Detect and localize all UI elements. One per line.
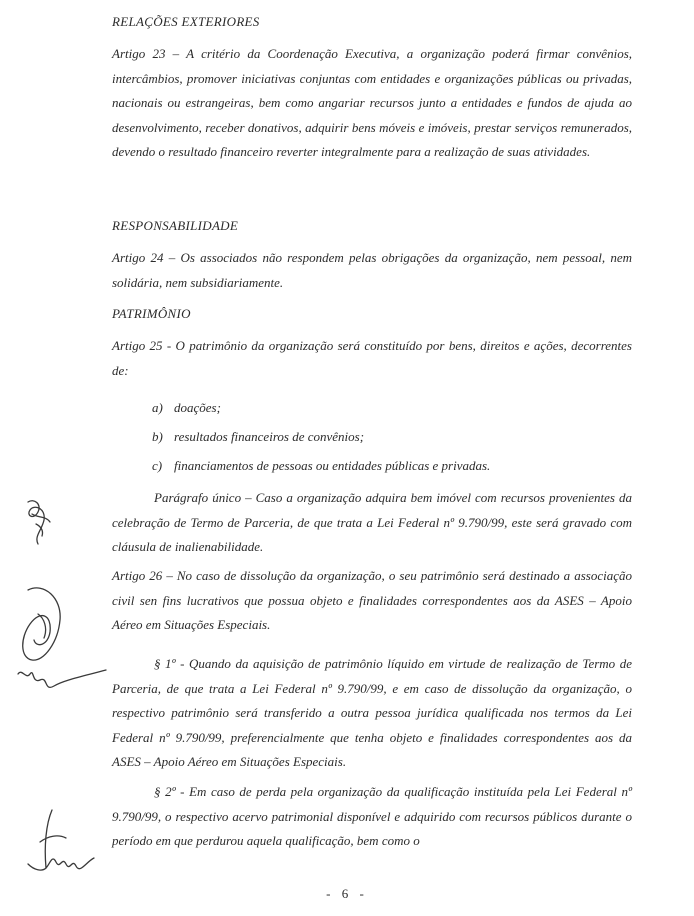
initials-signature-3 bbox=[22, 806, 98, 878]
artigo-26: Artigo 26 – No caso de dissolução da organização, o seu patrimônio será destinado a associação civil sen fins lucrativos que possua objeto e finalidades correspondentes aos da ASES – Apoio Aéreo em Situações Especiais. bbox=[112, 568, 632, 632]
paragrafo-2: § 2º - Em caso de perda pela organização da qualificação instituída pela Lei Federal nº 9.790/99, o respectivo acervo patrimonial disponível e adquirido com recursos públicos durante o período em que perdurou aquela qualificação, bem como o bbox=[112, 784, 632, 848]
list-item: b) resultados financeiros de convênios; bbox=[152, 429, 365, 444]
page-number: - 6 - bbox=[326, 886, 368, 901]
artigo-24: Artigo 24 – Os associados não respondem pelas obrigações da organização, nem pessoal, nem solidária, nem subsidiariamente. bbox=[112, 250, 632, 290]
section-heading-patrimonio: PATRIMÔNIO bbox=[112, 306, 191, 321]
list-item: c) financiamentos de pessoas ou entidades públicas e privadas. bbox=[152, 458, 491, 473]
paragrafo-1: § 1º - Quando da aquisição de patrimônio líquido em virtude de realização de Termo de Parceria, de que trata a Lei Federal nº 9.790/99, e em caso de dissolução da organização, o respectivo patrimônio será transferido a outra pessoa jurídica qualificada nos termos da Lei Federal nº 9.790/99, preferencialmente que tenha objeto e finalidades correspondentes aos da ASES – Apoio Aéreo em Situações Especiais. bbox=[112, 656, 632, 769]
section-heading-responsabilidade: RESPONSABILIDADE bbox=[112, 218, 239, 233]
initials-signature-1 bbox=[20, 496, 56, 548]
section-heading-relacoes-exteriores: RELAÇÕES EXTERIORES bbox=[112, 14, 260, 29]
list-item: a) doações; bbox=[152, 400, 221, 415]
artigo-25: Artigo 25 - O patrimônio da organização será constituído por bens, direitos e ações, decorrentes de: bbox=[112, 338, 632, 378]
paragrafo-unico: Parágrafo único – Caso a organização adquira bem imóvel com recursos provenientes da celebração de Termo de Parceria, de que trata a Lei Federal nº 9.790/99, este será gravado com cláusula de inalienabilidade. bbox=[112, 490, 632, 554]
initials-signature-2 bbox=[14, 584, 114, 704]
artigo-23: Artigo 23 – A critério da Coordenação Executiva, a organização poderá firmar convênios, intercâmbios, promover iniciativas conjuntas com entidades e organizações públicas ou privadas, nacionais ou estrangeiras, bem como angariar recursos junto a entidades e fundos de ajuda ao desenvolvimento, receber donativos, adquirir bens móveis e imóveis, prestar serviços remunerados, devendo o resultado financeiro reverter integralmente para a realização de suas atividades. bbox=[112, 46, 632, 159]
